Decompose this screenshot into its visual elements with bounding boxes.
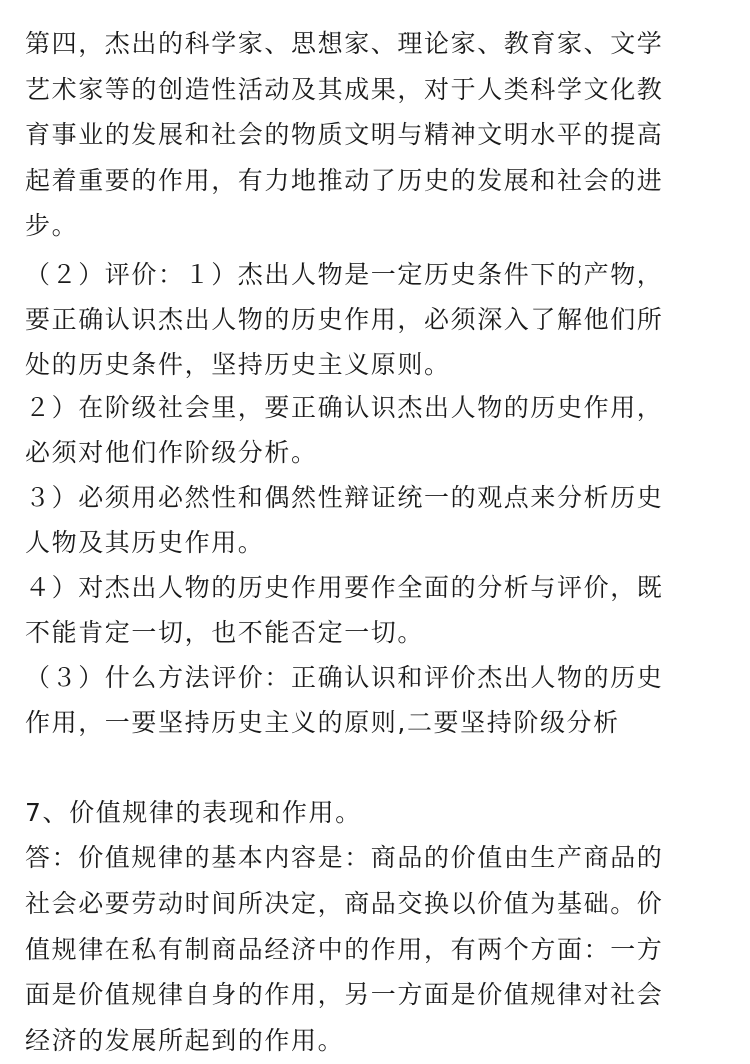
- text-line: 经济的发展所起到的作用。: [25, 1026, 345, 1056]
- text-line: 答：价值规律的基本内容是：商品的价值由生产商品的: [25, 843, 664, 872]
- text-line: 要正确认识杰出人物的历史作用，必须深入了解他们所: [25, 305, 664, 334]
- text-line: 不能肯定一切，也不能否定一切。: [25, 618, 425, 647]
- text-line: 育事业的发展和社会的物质文明与精神文明水平的提高: [25, 120, 664, 149]
- text-line: 值规律在私有制商品经济中的作用，有两个方面：一方: [25, 934, 664, 964]
- paragraph-method: [0, 655, 750, 745]
- text-line: 人物及其历史作用。: [25, 528, 265, 557]
- text-line: 作用，一要坚持历史主义的原则,二要坚持阶级分析: [25, 708, 620, 737]
- paragraph-fourth-point: [0, 21, 750, 249]
- text-line: 面是价值规律自身的作用，另一方面是价值规律对社会: [25, 980, 664, 1010]
- text-line: 步。: [25, 211, 79, 240]
- text-line: ３）必须用必然性和偶然性辩证统一的观点来分析历史: [25, 483, 664, 512]
- text-line: （３）什么方法评价：正确认识和评价杰出人物的历史: [25, 663, 664, 692]
- text-line: 必须对他们作阶级分析。: [25, 438, 318, 467]
- paragraph-evaluation-3: [0, 475, 750, 565]
- paragraph-evaluation-2: [0, 385, 750, 475]
- paragraph-evaluation-1: [0, 252, 750, 387]
- heading-text: 7、价值规律的表现和作用。: [25, 798, 362, 827]
- text-line: ２）在阶级社会里，要正确认识杰出人物的历史作用，: [25, 393, 664, 422]
- text-line: 艺术家等的创造性活动及其成果，对于人类科学文化教: [25, 74, 664, 104]
- text-line: 起着重要的作用，有力地推动了历史的发展和社会的进: [25, 165, 664, 195]
- text-line: 社会必要劳动时间所决定，商品交换以价值为基础。价: [25, 888, 664, 918]
- paragraph-evaluation-4: [0, 565, 750, 655]
- paragraph-answer: [0, 835, 750, 1064]
- text-line: ４）对杰出人物的历史作用要作全面的分析与评价，既: [25, 573, 664, 602]
- text-line: 第四，杰出的科学家、思想家、理论家、教育家、文学: [25, 29, 664, 58]
- text-line: 处的历史条件，坚持历史主义原则。: [25, 350, 451, 379]
- text-line: （２）评价：１）杰出人物是一定历史条件下的产物，: [25, 260, 664, 289]
- section-heading-value-law: [0, 790, 750, 835]
